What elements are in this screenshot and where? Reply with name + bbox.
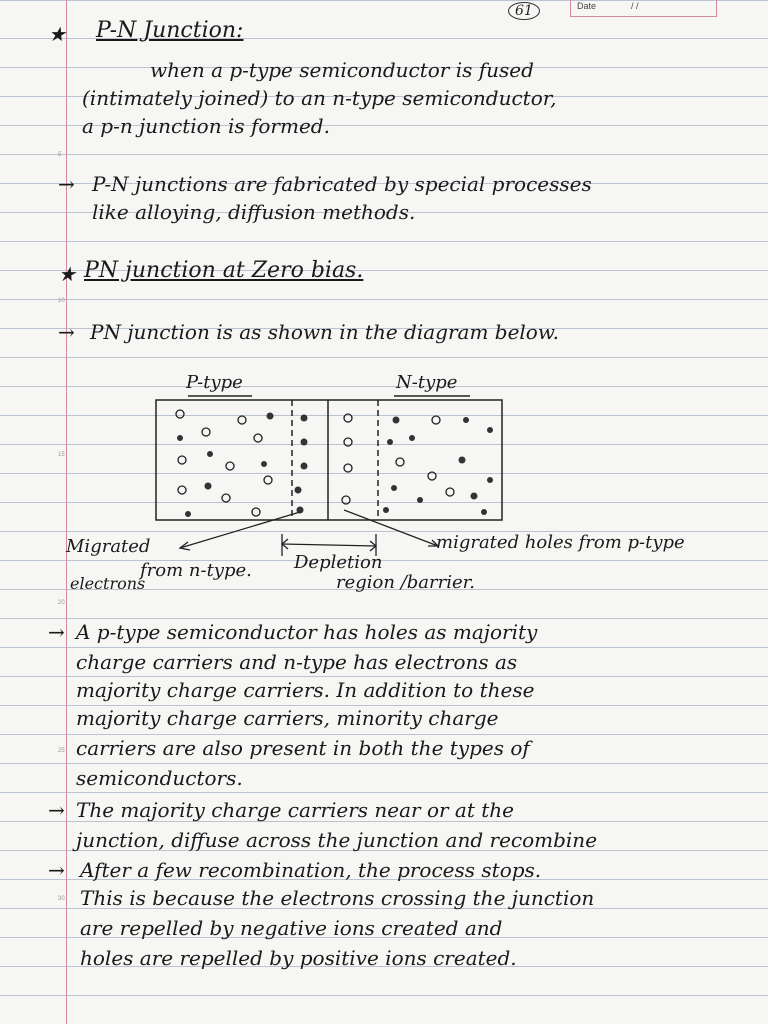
migrated-holes-label: migrated holes from p-type: [436, 532, 685, 553]
line-number: 10: [58, 298, 65, 304]
p-region-holes: [176, 410, 272, 516]
text-line: carriers are also present in both the types of: [76, 736, 530, 760]
section-title: P-N Junction:: [96, 18, 244, 43]
from-n-type-label: from n-type.: [140, 560, 252, 581]
date-label: Date: [577, 1, 597, 11]
annotation-arrows: [180, 510, 438, 556]
page-number: 61: [508, 2, 540, 20]
text-line: holes are repelled by positive ions created.: [80, 946, 517, 970]
line-number: 25: [58, 748, 65, 754]
section-title: PN junction at Zero bias.: [84, 258, 364, 283]
text-line: a p-n junction is formed.: [82, 114, 330, 138]
line-number: 15: [58, 452, 65, 458]
text-line: majority charge carriers, minority charge: [76, 706, 499, 730]
line-number: 5: [58, 152, 62, 158]
text-line: majority charge carriers. In addition to these: [76, 678, 535, 702]
text-line: The majority charge carriers near or at the: [76, 798, 515, 822]
date-box: [570, 0, 717, 17]
text-line: P-N junctions are fabricated by special processes: [92, 172, 592, 196]
text-line: (intimately joined) to an n-type semiconductor,: [82, 86, 557, 110]
arrow-bullet: →: [48, 858, 65, 882]
depletion-label-2: region /barrier.: [336, 572, 475, 593]
text-line: semiconductors.: [76, 766, 243, 790]
line-number: 30: [58, 896, 65, 902]
star-bullet: ★: [48, 22, 66, 46]
text-line: After a few recombination, the process stops.: [80, 858, 542, 882]
text-line: junction, diffuse across the junction and recombine: [76, 828, 598, 852]
text-line: This is because the electrons crossing the junction: [80, 886, 595, 910]
n-region-holes: [342, 414, 454, 504]
junction-box: [156, 400, 502, 520]
arrow-bullet: →: [48, 620, 65, 644]
p-region-dots: [177, 413, 308, 518]
date-slashes: / /: [631, 1, 639, 11]
text-line: A p-type semiconductor has holes as majority: [76, 620, 538, 644]
star-bullet: ★: [58, 262, 76, 286]
n-type-label: N-type: [396, 372, 458, 393]
text-line: like alloying, diffusion methods.: [92, 200, 416, 224]
depletion-label: Depletion: [294, 552, 383, 573]
text-line: PN junction is as shown in the diagram below.: [90, 320, 559, 344]
arrow-bullet: →: [58, 320, 75, 344]
migrated-electrons-label: Migrated: [66, 536, 151, 557]
text-line: are repelled by negative ions created and: [80, 916, 503, 940]
migrated-electrons-label-2: electrons: [70, 574, 146, 593]
text-line: charge carriers and n-type has electrons as: [76, 650, 518, 674]
arrow-bullet: →: [48, 798, 65, 822]
arrow-bullet: →: [58, 172, 75, 196]
p-type-label: P-type: [186, 372, 243, 393]
line-number: 20: [58, 600, 65, 606]
text-line: when a p-type semiconductor is fused: [150, 58, 534, 82]
